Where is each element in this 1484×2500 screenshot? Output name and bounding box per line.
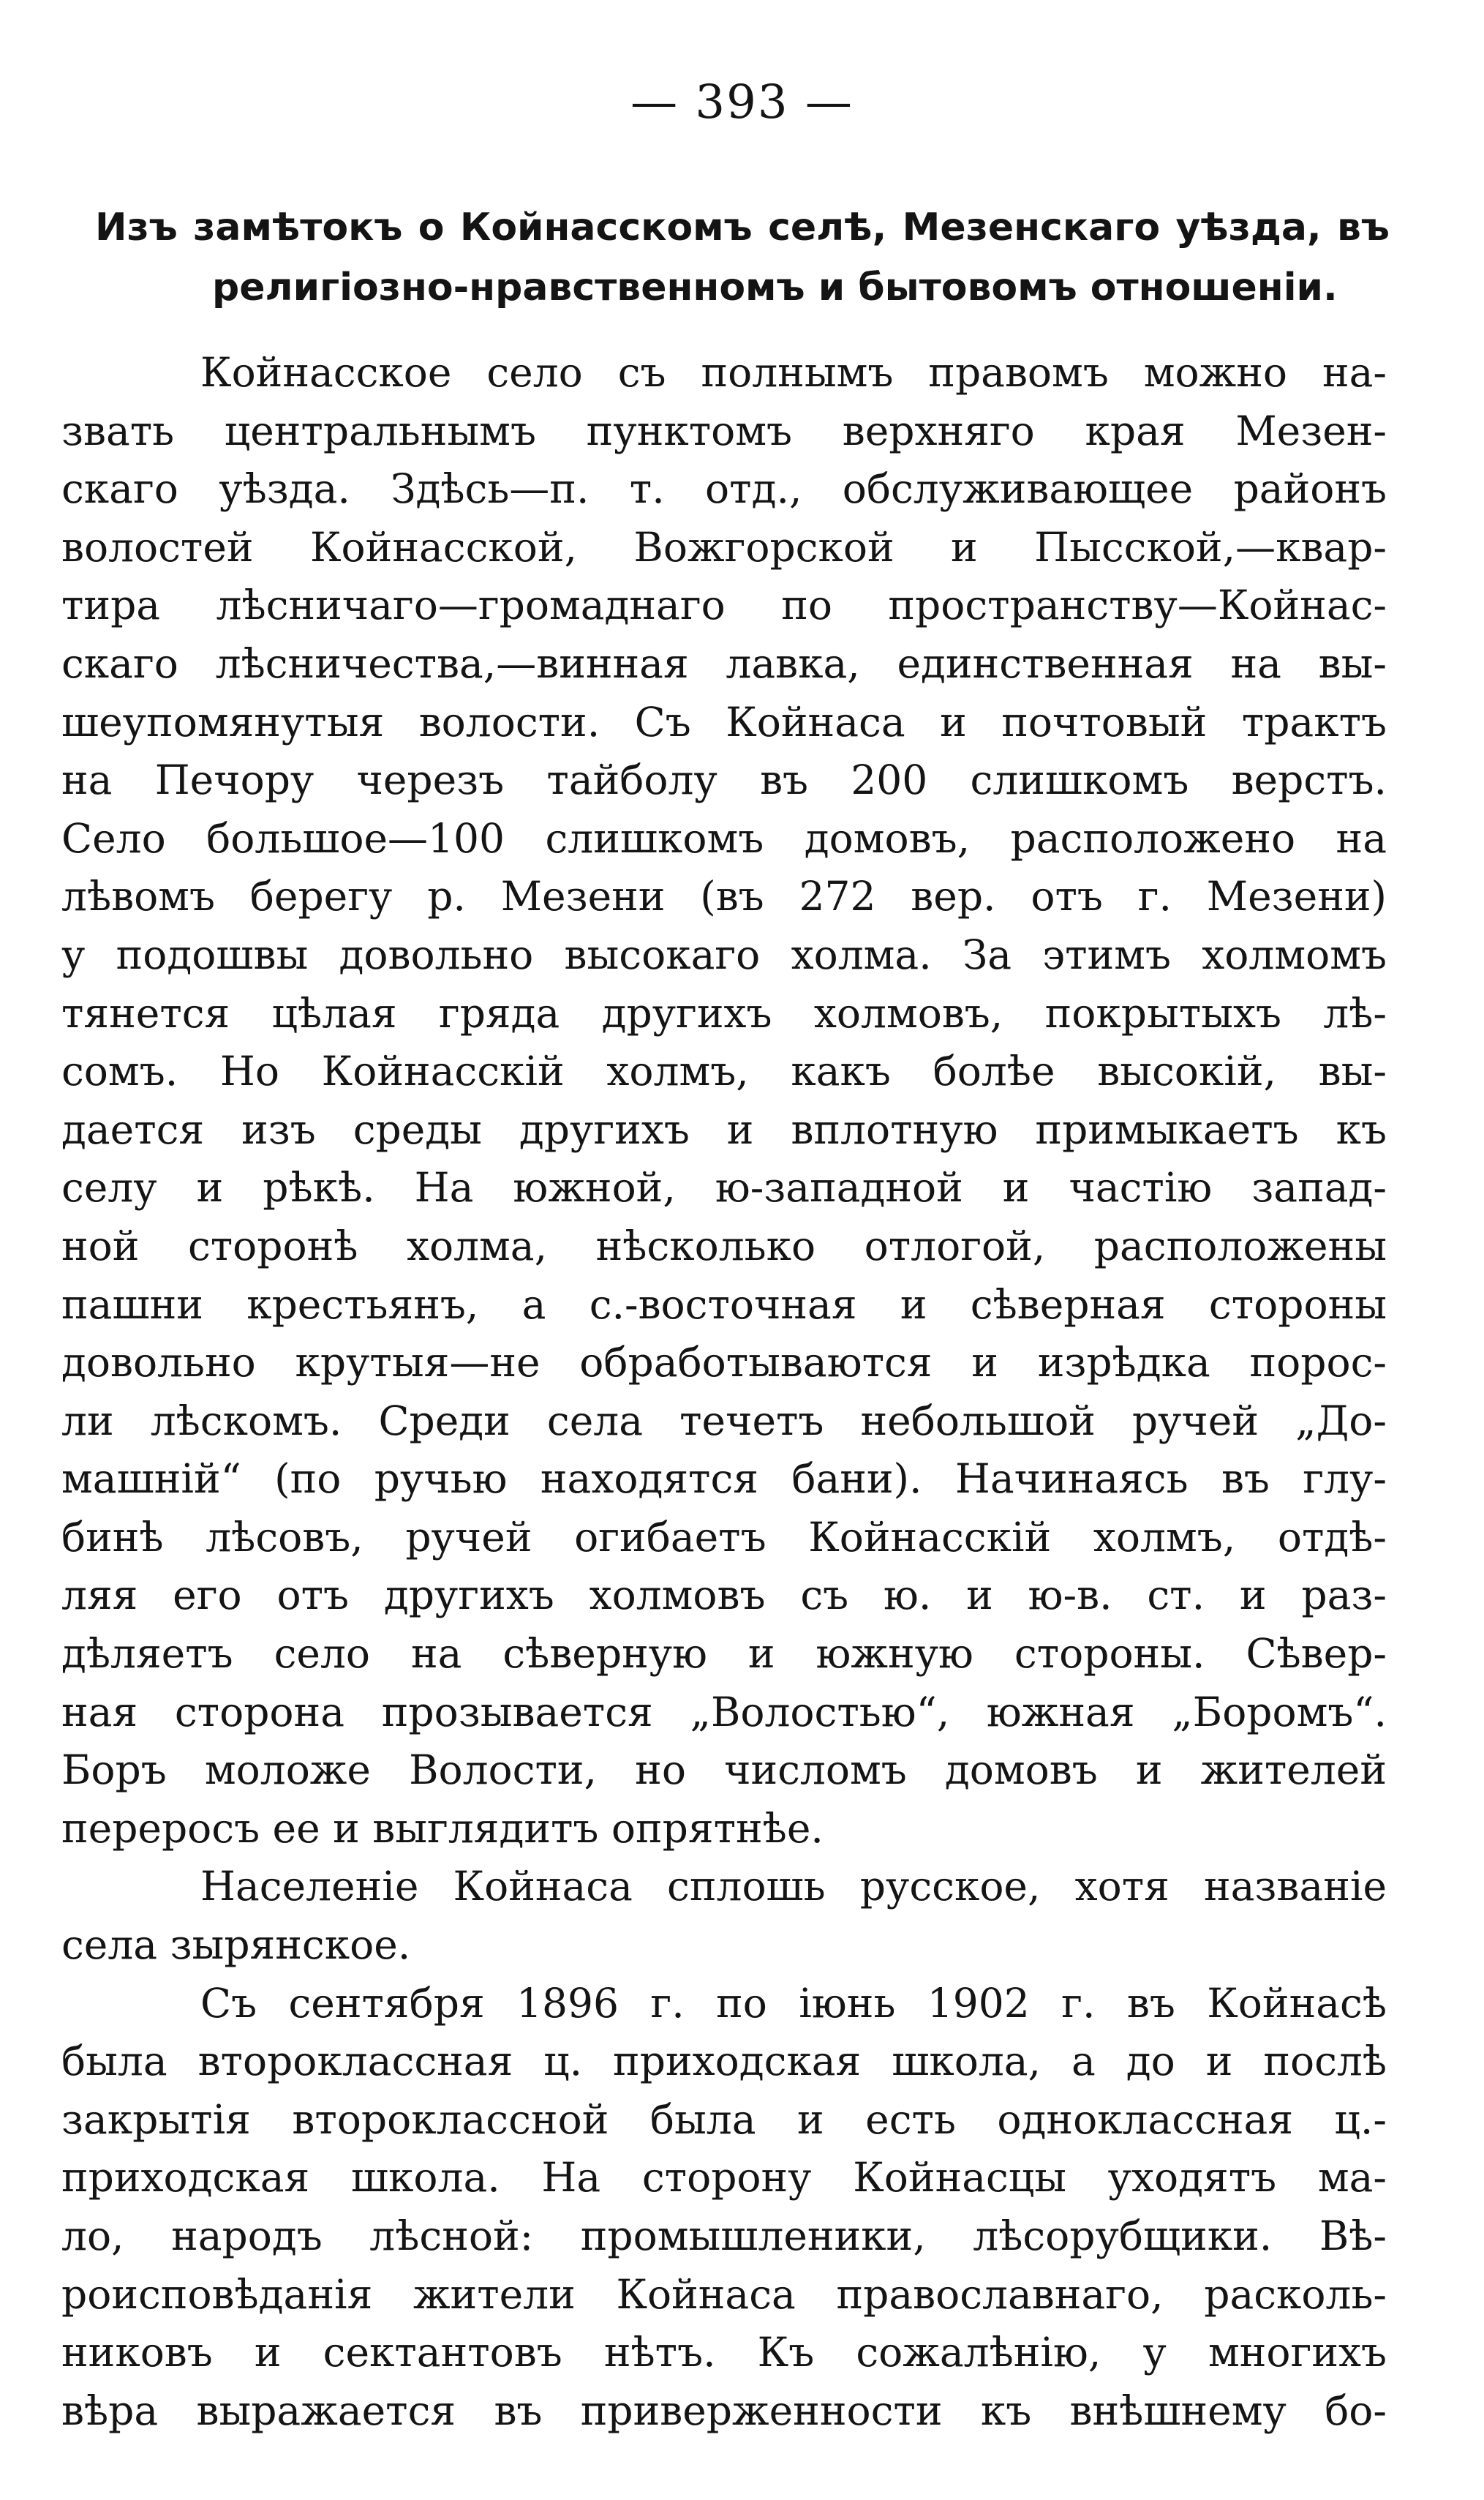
text-line: роисповѣданія жители Койнаса православнаго, расколь- xyxy=(61,2270,1387,2318)
text-line: вѣра выражается въ приверженности къ внѣшнему бо- xyxy=(61,2387,1387,2434)
text-line: волостей Койнасской, Вожгорской и Пысской,—квар- xyxy=(61,523,1387,571)
text-line: машній“ (по ручью находятся бани). Начинаясь въ глу- xyxy=(61,1455,1387,1503)
text-line: довольно крутыя—не обработываются и изрѣдка порос- xyxy=(61,1339,1387,1386)
text-line: Село большое—100 слишкомъ домовъ, расположено на xyxy=(61,814,1387,862)
heading-line: религіозно-нравственномъ и бытовомъ отношеніи. xyxy=(212,266,1338,309)
text-line: тянется цѣлая гряда другихъ холмовъ, покрытыхъ лѣ- xyxy=(61,989,1387,1037)
text-line: Боръ моложе Волости, но числомъ домовъ и жителей xyxy=(61,1746,1387,1794)
text-line: приходская школа. На сторону Койнасцы уходятъ ма- xyxy=(61,2154,1387,2201)
text-line: закрытія второклассной была и есть одноклассная ц.- xyxy=(61,2095,1387,2143)
page-number: — 393 — xyxy=(630,75,854,129)
text-line: Съ сентября 1896 г. по іюнь 1902 г. въ Койнасѣ xyxy=(200,1979,1387,2027)
text-line: ной сторонѣ холма, нѣсколько отлогой, расположены xyxy=(61,1222,1387,1269)
text-line: бинѣ лѣсовъ, ручей огибаетъ Койнасскій холмъ, отдѣ- xyxy=(61,1513,1387,1561)
text-line: пашни крестьянъ, а с.-восточная и сѣверная стороны xyxy=(61,1280,1387,1328)
text-line: тира лѣсничаго—громаднаго по пространству—Койнас- xyxy=(61,582,1387,629)
text-line: ло, народъ лѣсной: промышленики, лѣсорубщики. Вѣ- xyxy=(61,2212,1387,2259)
text-line: скаго уѣзда. Здѣсь—п. т. отд., обслуживающее районъ xyxy=(61,465,1387,513)
paragraph-1 xyxy=(61,344,1387,1858)
text-line: Койнасское село съ полнымъ правомъ можно на- xyxy=(200,349,1387,396)
text-line: на Печору черезъ тайболу въ 200 слишкомъ верстъ. xyxy=(61,757,1387,804)
text-line: звать центральнымъ пунктомъ верхняго края Мезен- xyxy=(61,407,1387,454)
text-line: у подошвы довольно высокаго холма. За этимъ холмомъ xyxy=(61,931,1387,978)
text-line: сомъ. Но Койнасскій холмъ, какъ болѣе высокій, вы- xyxy=(61,1048,1387,1095)
text-line: Населеніе Койнаса сплошь русское, хотя названіе xyxy=(200,1863,1387,1910)
text-line: ная сторона прозывается „Волостью“, южная „Боромъ“. xyxy=(61,1688,1387,1735)
text-line: селу и рѣкѣ. На южной, ю-западной и частію запад- xyxy=(61,1164,1387,1212)
heading-line: Изъ замѣтокъ о Койнасскомъ селѣ, Мезенскаго уѣзда, въ xyxy=(95,206,1390,249)
text-line: шеупомянутыя волости. Съ Койнаса и почтовый трактъ xyxy=(61,698,1387,746)
article-heading xyxy=(95,198,1390,318)
text-line: переросъ ее и выглядитъ опрятнѣе. xyxy=(61,1804,824,1852)
paragraph-3 xyxy=(61,1975,1387,2441)
text-line: была второклассная ц. приходская школа, а до и послѣ xyxy=(61,2038,1387,2085)
article-body xyxy=(61,344,1387,2440)
paragraph-2 xyxy=(61,1858,1387,1974)
text-line: ляя его отъ другихъ холмовъ съ ю. и ю-в. ст. и раз- xyxy=(61,1572,1387,1619)
text-line: скаго лѣсничества,—винная лавка, единственная на вы- xyxy=(61,639,1387,687)
text-line: дается изъ среды другихъ и вплотную примыкаетъ къ xyxy=(61,1106,1387,1153)
text-line: никовъ и сектантовъ нѣтъ. Къ сожалѣнію, у многихъ xyxy=(61,2329,1387,2376)
text-line: лѣвомъ берегу р. Мезени (въ 272 вер. отъ г. Мезени) xyxy=(61,873,1387,920)
text-line: села зырянское. xyxy=(61,1921,411,1969)
text-line: ли лѣскомъ. Среди села течетъ небольшой ручей „До- xyxy=(61,1397,1387,1444)
text-line: дѣляетъ село на сѣверную и южную стороны. Сѣвер- xyxy=(61,1630,1387,1678)
